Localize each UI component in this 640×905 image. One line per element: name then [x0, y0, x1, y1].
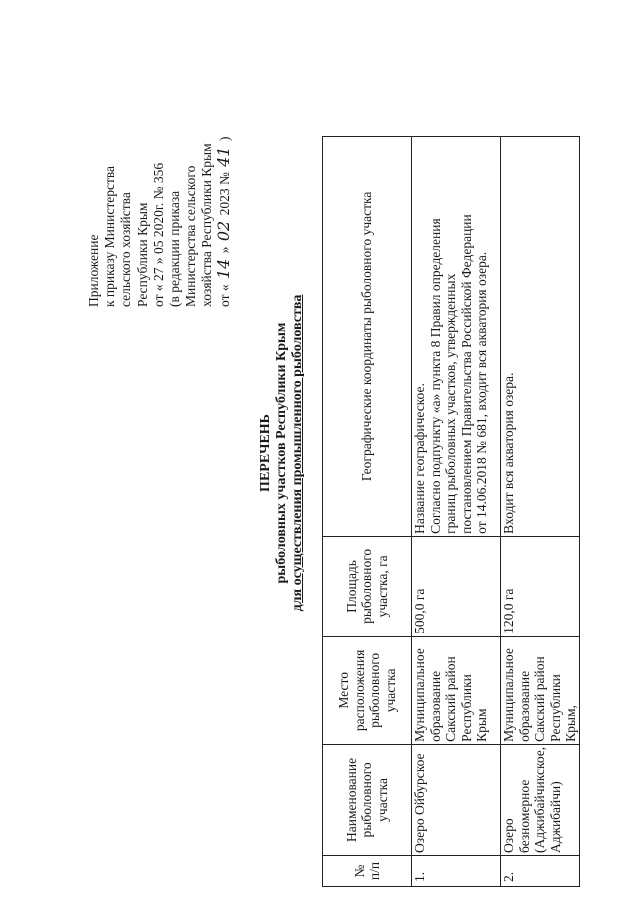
coordinates-line: от 14.06.2018 № 681, входит вся акватория озера. — [474, 251, 489, 534]
row-coordinates — [412, 136, 501, 536]
document-title — [258, 153, 306, 753]
handwritten-order-number: 41 — [213, 146, 233, 167]
appendix-block — [86, 0, 233, 307]
appendix-line: хозяйства Республики Крым — [199, 143, 215, 307]
appendix-line: от « 27 » 05 2020г. № 356 — [150, 162, 166, 307]
row-name: Озеро Ойбурское — [412, 744, 501, 855]
coordinates-line: постановлением Правительства Российской Федерации — [458, 214, 474, 534]
amendment-date-line — [213, 0, 233, 307]
header-number: № п/п — [323, 856, 412, 887]
table-row — [501, 136, 580, 886]
title-heading: ПЕРЕЧЕНЬ — [258, 414, 273, 492]
title-purpose: для осуществления промышленного рыболовства — [290, 294, 305, 612]
row-place: Муниципальное образование Сакский район Республики Крым, — [501, 636, 580, 744]
fishing-areas-table — [322, 136, 580, 887]
header-area: Площадь рыболовного участка, га — [323, 536, 412, 636]
table-header-row — [323, 136, 412, 886]
table-row — [412, 136, 501, 886]
appendix-line: Республики Крым — [134, 202, 150, 307]
handwritten-day: 14 — [213, 258, 233, 280]
date-year: 2023 № — [216, 172, 232, 216]
appendix-line: сельского хозяйства — [118, 192, 134, 307]
appendix-line: Министерства сельского — [183, 165, 199, 307]
coordinates-line: Входит вся акватория озера. — [501, 372, 516, 534]
header-coordinates: Географические координаты рыболовного участка — [323, 136, 412, 536]
header-place: Место расположения рыболовного участка — [323, 636, 412, 744]
coordinates-line: Название географическое. — [412, 383, 427, 534]
date-mid: » — [216, 246, 232, 254]
coordinates-line: Согласно подпункту «а» пункта 8 Правил определения — [427, 218, 443, 534]
row-coordinates — [501, 136, 580, 536]
header-name: Наименование рыболовного участка — [323, 744, 412, 855]
row-name: Озеро безномерное (Аджибайчикское, Аджибайчи) — [501, 744, 580, 855]
row-place: Муниципальное образование Сакский район Республики Крым — [412, 636, 501, 744]
date-prefix: от « — [216, 284, 232, 307]
coordinates-line: границ рыболовных участков, утвержденных — [443, 273, 458, 534]
handwritten-month: 02 — [213, 220, 233, 242]
row-area: 120,0 га — [501, 536, 580, 636]
title-subheading: рыболовных участков Республики Крым — [274, 322, 289, 584]
appendix-line: Приложение — [86, 234, 101, 307]
row-number: 1. — [412, 856, 501, 887]
row-number: 2. — [501, 856, 580, 887]
appendix-line: (в редакции приказа — [167, 190, 183, 307]
date-suffix: ) — [216, 136, 232, 142]
row-area: 500,0 га — [412, 536, 501, 636]
appendix-line: к приказу Министерства — [102, 165, 118, 307]
